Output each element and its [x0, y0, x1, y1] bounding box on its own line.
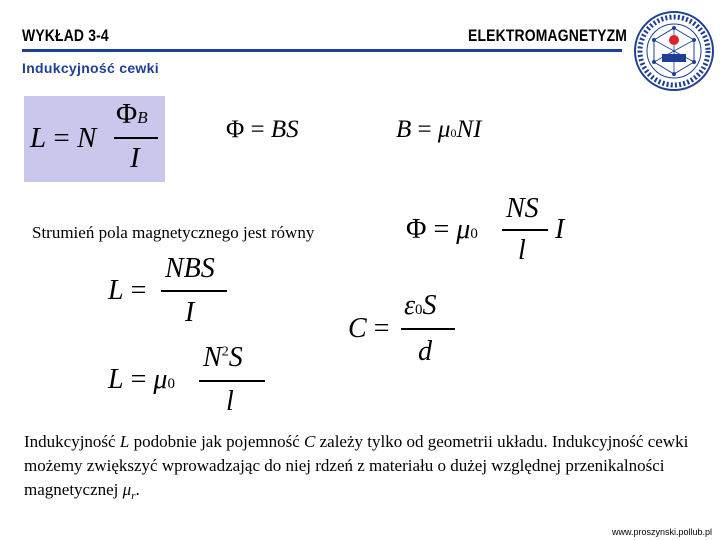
formula-L-def-lhs: L = N [30, 122, 97, 154]
university-seal-icon [633, 10, 715, 92]
formula-capacitance-den: d [418, 336, 432, 367]
formula-L-final-den: l [226, 386, 234, 417]
header-rule [22, 49, 622, 52]
formula-L-def-den: I [130, 142, 140, 174]
explanation-paragraph: Indukcyjność L podobnie jak pojemność C zależy tylko od geometrii układu. Indukcyjność cewki możemy zwiększyć wprowadzając do niej rdzeń z materiału o dużej względnej przenikalności magnetycznej $\mu_r$. [24, 432, 689, 503]
formula-flux-bs: Φ = BS [226, 116, 299, 143]
formula-L-nbs-lhs: L = [108, 275, 147, 306]
lecture-title: WYKŁAD 3-4 [22, 26, 109, 45]
flux-label: Strumień pola magnetycznego jest równy [32, 223, 315, 242]
slide-subtitle: Indukcyjność cewki [22, 60, 159, 76]
formula-flux-full-num: NS [506, 193, 539, 224]
formula-L-nbs-den: I [185, 297, 195, 328]
formula-L-def-num: ΦB [116, 98, 148, 130]
inductance-formula-box [24, 96, 165, 182]
formula-L-final-lhs: L = μ0 [108, 364, 175, 395]
formula-flux-full-i: I [555, 214, 565, 245]
formula-L-nbs-num: NBS [165, 253, 215, 284]
formula-capacitance-lhs: C = [348, 313, 390, 344]
formula-L-final-num: $N^2S$ [203, 342, 243, 373]
course-title: ELEKTROMAGNETYZM [468, 26, 628, 45]
formula-flux-full-den: l [518, 235, 526, 266]
formula-b-field: B = μ0NI [396, 116, 482, 143]
footer-url: www.proszynski.pollub.pl [611, 527, 712, 537]
formula-capacitance-num: ε0S [404, 290, 437, 321]
formula-flux-full-lhs: Φ = μ0 [406, 214, 478, 245]
